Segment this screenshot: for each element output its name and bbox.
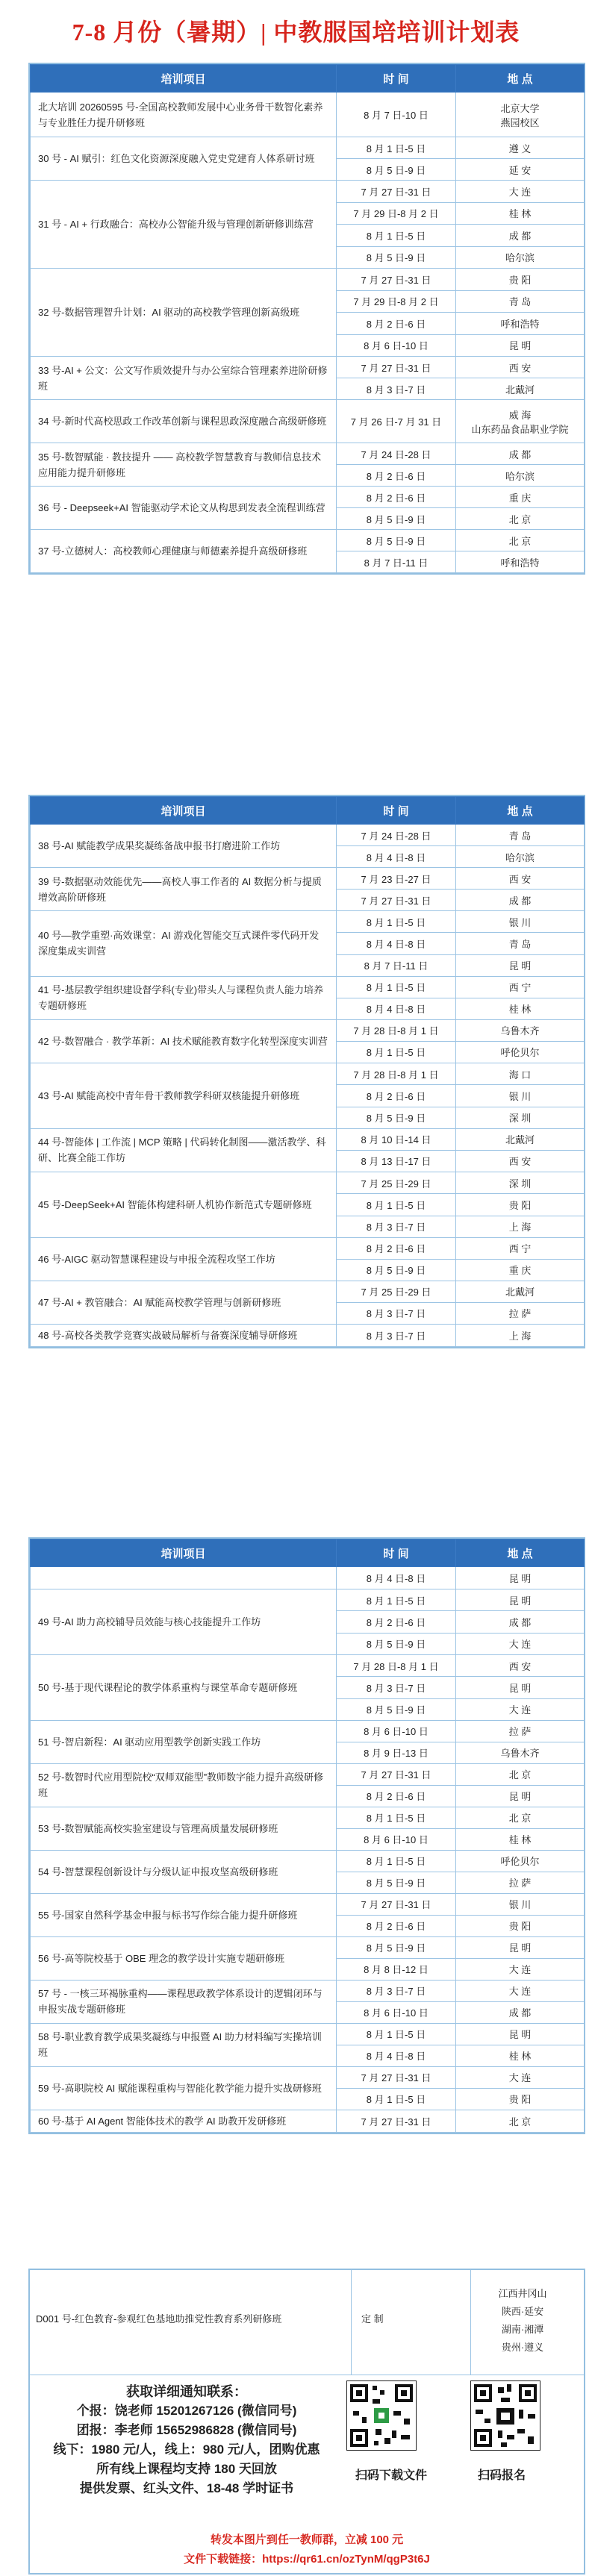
project-title: 34 号-新时代高校思政工作改革创新与课程思政深度融合高级研修班 — [31, 400, 337, 443]
session-place: 银 川 — [456, 1893, 585, 1915]
session-time: 7 月 27 日-31 日 — [337, 181, 456, 203]
page-title: 7-8 月份（暑期）| 中教服国培培训计划表 — [72, 19, 520, 46]
session-place: 西 安 — [456, 868, 585, 890]
session-time: 8 月 5 日-9 日 — [337, 530, 456, 551]
session-time: 8 月 4 日-8 日 — [337, 846, 456, 868]
session-time: 8 月 5 日-9 日 — [337, 1698, 456, 1720]
session-time: 8 月 5 日-9 日 — [337, 1107, 456, 1128]
session-time: 8 月 6 日-10 日 — [337, 1720, 456, 1742]
place-item: 江西井冈山 — [498, 2288, 547, 2299]
session-place: 呼伦贝尔 — [456, 1850, 585, 1872]
session-time: 8 月 2 日-6 日 — [337, 1237, 456, 1259]
project-title: 31 号 - AI + 行政融合：高校办公智能升级与管理创新研修训练营 — [31, 181, 337, 269]
table-row — [31, 1720, 585, 1742]
session-place: 桂 林 — [456, 2045, 585, 2066]
column-header-project: 培训项目 — [31, 797, 337, 825]
contact-panel — [28, 2269, 585, 2575]
project-title: 47 号-AI + 教管融合：AI 赋能高校教学管理与创新研修班 — [31, 1281, 337, 1324]
schedule-table — [30, 64, 585, 573]
contact-info — [30, 2382, 343, 2498]
custom-project-title: D001 号-红色教育-参观红色基地助推党性教育系列研修班 — [36, 2313, 282, 2325]
session-time: 8 月 4 日-8 日 — [337, 998, 456, 1019]
session-place: 重 庆 — [456, 487, 585, 508]
table-row — [31, 269, 585, 291]
project-title: 37 号-立德树人：高校教师心理健康与师德素养提升高级研修班 — [31, 530, 337, 573]
column-header-time: 时 间 — [337, 65, 456, 93]
session-time: 8 月 5 日-9 日 — [337, 246, 456, 269]
session-place: 昆 明 — [456, 1785, 585, 1807]
session-time: 8 月 10 日-14 日 — [337, 1128, 456, 1150]
session-time: 7 月 29 日-8 月 2 日 — [337, 290, 456, 313]
session-place: 昆 明 — [456, 334, 585, 357]
contact-line: 个报：饶老师 15201267126 (微信同号) — [76, 2404, 297, 2418]
session-time: 7 月 28 日-8 月 1 日 — [337, 1654, 456, 1676]
session-time: 7 月 27 日-31 日 — [337, 890, 456, 911]
table-row — [31, 2023, 585, 2045]
session-place: 重 庆 — [456, 1259, 585, 1281]
session-place: 上 海 — [456, 1324, 585, 1346]
column-header-place: 地 点 — [456, 65, 585, 93]
session-time: 7 月 27 日-31 日 — [337, 2066, 456, 2088]
project-title: 56 号-高等院校基于 OBE 理念的教学设计实施专题研修班 — [31, 1936, 337, 1980]
session-place: 哈尔滨 — [456, 246, 585, 269]
project-title — [31, 1567, 337, 1589]
session-time: 8 月 13 日-17 日 — [337, 1150, 456, 1172]
session-time: 8 月 3 日-7 日 — [337, 1324, 456, 1346]
place-line: 山东药品食品职业学院 — [471, 423, 569, 435]
session-place: 成 都 — [456, 2001, 585, 2023]
session-time: 8 月 1 日-5 日 — [337, 1194, 456, 1216]
session-time: 8 月 2 日-6 日 — [337, 1915, 456, 1936]
session-time: 7 月 25 日-29 日 — [337, 1281, 456, 1302]
session-place: 呼伦贝尔 — [456, 1041, 585, 1063]
session-time: 8 月 1 日-5 日 — [337, 911, 456, 933]
session-time: 8 月 3 日-7 日 — [337, 378, 456, 400]
table-row — [31, 2110, 585, 2132]
header-row — [31, 1539, 585, 1567]
download-qr-label: 扫码下载文件 — [355, 2469, 428, 2482]
project-title: 53 号-数智赋能高校实验室建设与管理高质量发展研修班 — [31, 1807, 337, 1850]
table-row — [31, 137, 585, 159]
session-place: 大 连 — [456, 1698, 585, 1720]
session-place: 遵 义 — [456, 137, 585, 159]
session-time: 8 月 3 日-7 日 — [337, 1216, 456, 1237]
table-row — [31, 1567, 585, 1589]
session-place: 北 京 — [456, 508, 585, 530]
session-time: 8 月 3 日-7 日 — [337, 1677, 456, 1698]
session-time: 7 月 27 日-31 日 — [337, 1893, 456, 1915]
session-time: 8 月 3 日-7 日 — [337, 1980, 456, 2001]
contact-line: 线下：1980 元/人，线上：980 元/人，团购优惠 — [53, 2442, 320, 2457]
session-place: 西 安 — [456, 357, 585, 378]
table-row — [31, 825, 585, 846]
project-title: 55 号-国家自然科学基金申报与标书写作综合能力提升研修班 — [31, 1893, 337, 1936]
session-place: 海 口 — [456, 1063, 585, 1084]
place-item: 贵州·遵义 — [501, 2342, 544, 2353]
session-place: 昆 明 — [456, 1567, 585, 1589]
table-row — [31, 357, 585, 378]
table-row — [31, 1980, 585, 2001]
session-time: 7 月 28 日-8 月 1 日 — [337, 1063, 456, 1084]
project-title: 60 号-基于 AI Agent 智能体技术的教学 AI 助教开发研修班 — [31, 2110, 337, 2132]
session-time: 8 月 2 日-6 日 — [337, 465, 456, 487]
session-time: 8 月 4 日-8 日 — [337, 2045, 456, 2066]
session-time: 7 月 27 日-31 日 — [337, 2110, 456, 2132]
session-place: 拉 萨 — [456, 1302, 585, 1324]
table-row — [31, 93, 585, 137]
schedule-panel-3 — [28, 1537, 585, 2134]
session-time: 8 月 6 日-10 日 — [337, 1828, 456, 1850]
contact-heading: 获取详细通知联系： — [126, 2384, 247, 2399]
session-time: 8 月 5 日-9 日 — [337, 1872, 456, 1893]
table-row — [31, 868, 585, 890]
table-row — [31, 1281, 585, 1302]
download-qr-code-icon[interactable] — [346, 2380, 417, 2451]
session-time: 8 月 1 日-5 日 — [337, 137, 456, 159]
custom-project-time: 定 制 — [361, 2313, 384, 2325]
place-line: 威 海 — [508, 409, 532, 421]
divider — [351, 2270, 352, 2375]
session-place: 贵 阳 — [456, 1915, 585, 1936]
place-item: 陕西·延安 — [501, 2306, 544, 2317]
session-place: 哈尔滨 — [456, 465, 585, 487]
column-header-time: 时 间 — [337, 797, 456, 825]
project-title: 52 号-数智时代应用型院校“双师双能型”教师数字能力提升高级研修班 — [31, 1763, 337, 1807]
session-place: 昆 明 — [456, 2023, 585, 2045]
session-time: 8 月 7 日-10 日 — [337, 93, 456, 137]
table-row — [31, 181, 585, 203]
custom-project-row — [30, 2270, 584, 2375]
session-place: 北戴河 — [456, 1281, 585, 1302]
session-time: 8 月 4 日-8 日 — [337, 933, 456, 954]
session-time: 8 月 2 日-6 日 — [337, 1785, 456, 1807]
session-place: 桂 林 — [456, 998, 585, 1019]
session-time: 7 月 25 日-29 日 — [337, 1172, 456, 1193]
table-row — [31, 1019, 585, 1041]
session-time: 8 月 5 日-9 日 — [337, 508, 456, 530]
project-title: 46 号-AIGC 驱动智慧课程建设与申报全流程攻坚工作坊 — [31, 1237, 337, 1281]
table-row — [31, 1850, 585, 1872]
session-time: 8 月 9 日-13 日 — [337, 1742, 456, 1763]
session-place: 乌鲁木齐 — [456, 1019, 585, 1041]
place-item: 湖南·湘潭 — [501, 2324, 544, 2335]
table-row — [31, 1172, 585, 1193]
table-row — [31, 443, 585, 465]
session-place: 延 安 — [456, 159, 585, 181]
session-place: 青 岛 — [456, 290, 585, 313]
project-title: 北大培训 20260595 号-全国高校教师发展中心业务骨干数智化素养 与专业胜任力提升研修班 — [31, 93, 337, 137]
session-place: 大 连 — [456, 1633, 585, 1654]
session-time: 7 月 24 日-28 日 — [337, 825, 456, 846]
session-place: 大 连 — [456, 181, 585, 203]
schedule-table — [30, 1539, 585, 2133]
column-header-place: 地 点 — [456, 1539, 585, 1567]
project-title: 54 号-智慧课程创新设计与分级认证申报攻坚高级研修班 — [31, 1850, 337, 1893]
schedule-panel-1 — [28, 63, 585, 575]
register-qr-label: 扫码报名 — [478, 2469, 526, 2482]
session-place — [456, 93, 585, 137]
table-row — [31, 1128, 585, 1150]
divider — [470, 2270, 471, 2375]
session-place: 西 安 — [456, 1150, 585, 1172]
header-row — [31, 65, 585, 93]
table-row — [31, 911, 585, 933]
session-time: 8 月 1 日-5 日 — [337, 1807, 456, 1828]
session-time: 7 月 29 日-8 月 2 日 — [337, 202, 456, 225]
table-row — [31, 1654, 585, 1676]
project-title: 33 号-AI + 公文：公文写作质效提升与办公室综合管理素养进阶研修班 — [31, 357, 337, 400]
column-header-project: 培训项目 — [31, 1539, 337, 1567]
session-time: 8 月 1 日-5 日 — [337, 1589, 456, 1611]
session-place: 桂 林 — [456, 1828, 585, 1850]
session-time: 8 月 5 日-9 日 — [337, 1936, 456, 1958]
session-time: 8 月 6 日-10 日 — [337, 2001, 456, 2023]
place-line: 燕园校区 — [500, 116, 540, 128]
contact-line: 团报：李老师 15652986828 (微信同号) — [76, 2423, 297, 2437]
share-discount-note: 转发本图片到任一教师群，立减 100 元 — [210, 2533, 404, 2546]
session-time: 8 月 2 日-6 日 — [337, 487, 456, 508]
table-row — [31, 1589, 585, 1611]
project-title: 38 号-AI 赋能教学成果奖凝练备战申报书打磨进阶工作坊 — [31, 825, 337, 868]
project-title: 42 号-数智融合 · 教学革新：AI 技术赋能教育数字化转型深度实训营 — [31, 1019, 337, 1063]
column-header-place: 地 点 — [456, 797, 585, 825]
session-place: 青 岛 — [456, 825, 585, 846]
session-place: 贵 阳 — [456, 269, 585, 291]
session-time: 7 月 24 日-28 日 — [337, 443, 456, 465]
session-time: 7 月 28 日-8 月 1 日 — [337, 1019, 456, 1041]
session-time: 7 月 23 日-27 日 — [337, 868, 456, 890]
session-place: 成 都 — [456, 443, 585, 465]
register-qr-code-icon[interactable] — [470, 2380, 540, 2451]
session-place: 呼和浩特 — [456, 313, 585, 335]
session-time: 8 月 5 日-9 日 — [337, 1259, 456, 1281]
table-row — [31, 1936, 585, 1958]
table-row — [31, 1063, 585, 1084]
session-time: 8 月 1 日-5 日 — [337, 225, 456, 247]
project-title: 40 号—教学重塑·高效课堂：AI 游戏化智能交互式课件零代码开发深度集成实训营 — [31, 911, 337, 977]
project-title: 57 号 - 一核三环褐脉重构——课程思政教学体系设计的逻辑闭环与申报实战专题研修班 — [31, 1980, 337, 2023]
session-time: 8 月 1 日-5 日 — [337, 1850, 456, 1872]
session-time: 8 月 8 日-12 日 — [337, 1958, 456, 1980]
session-place: 银 川 — [456, 1085, 585, 1107]
session-place: 北 京 — [456, 2110, 585, 2132]
session-place: 大 连 — [456, 1958, 585, 1980]
session-time: 8 月 6 日-10 日 — [337, 334, 456, 357]
contact-line: 所有线上课程均支持 180 天回放 — [96, 2462, 277, 2476]
session-place: 北戴河 — [456, 378, 585, 400]
project-title: 45 号-DeepSeek+AI 智能体构建科研人机协作新范式专题研修班 — [31, 1172, 337, 1237]
session-time: 8 月 4 日-8 日 — [337, 1567, 456, 1589]
session-place: 拉 萨 — [456, 1872, 585, 1893]
session-place: 西 宁 — [456, 1237, 585, 1259]
table-row — [31, 976, 585, 998]
session-place: 深 圳 — [456, 1172, 585, 1193]
project-title: 30 号 - AI 赋引：红色文化资源深度融入党史党建育人体系研讨班 — [31, 137, 337, 181]
session-time: 8 月 1 日-5 日 — [337, 2023, 456, 2045]
session-place: 乌鲁木齐 — [456, 1742, 585, 1763]
session-place: 北 京 — [456, 530, 585, 551]
project-title: 32 号-数据管理智升计划：AI 驱动的高校教学管理创新高级班 — [31, 269, 337, 357]
session-time: 7 月 27 日-31 日 — [337, 1763, 456, 1785]
session-place: 昆 明 — [456, 954, 585, 976]
project-title: 35 号-数智赋能 · 教技提升 —— 高校教学智慧教育与教师信息技术应用能力提升研修班 — [31, 443, 337, 487]
session-place — [456, 400, 585, 443]
download-link[interactable]: 文件下载链接：https://qr61.cn/ozTynM/qgP3t6J — [184, 2553, 430, 2566]
project-title: 36 号 - Deepseek+AI 智能驱动学术论文从构思到发表全流程训练营 — [31, 487, 337, 530]
table-row — [31, 400, 585, 443]
header-row — [31, 797, 585, 825]
session-place: 桂 林 — [456, 202, 585, 225]
session-place: 贵 阳 — [456, 1194, 585, 1216]
table-row — [31, 1324, 585, 1346]
session-time: 8 月 2 日-6 日 — [337, 313, 456, 335]
session-place: 昆 明 — [456, 1936, 585, 1958]
session-time: 8 月 2 日-6 日 — [337, 1085, 456, 1107]
session-place: 大 连 — [456, 2066, 585, 2088]
session-time: 8 月 5 日-9 日 — [337, 159, 456, 181]
session-time: 7 月 27 日-31 日 — [337, 269, 456, 291]
session-place: 拉 萨 — [456, 1720, 585, 1742]
table-row — [31, 1893, 585, 1915]
contact-line: 提供发票、红头文件、18-48 学时证书 — [79, 2481, 294, 2495]
session-place: 成 都 — [456, 1611, 585, 1633]
table-row — [31, 487, 585, 508]
session-time: 8 月 5 日-9 日 — [337, 1633, 456, 1654]
session-time: 8 月 7 日-11 日 — [337, 954, 456, 976]
session-place: 成 都 — [456, 225, 585, 247]
session-time: 7 月 27 日-31 日 — [337, 357, 456, 378]
session-place: 西 宁 — [456, 976, 585, 998]
session-place: 昆 明 — [456, 1589, 585, 1611]
session-place: 青 岛 — [456, 933, 585, 954]
place-line: 北京大学 — [500, 102, 540, 114]
project-title: 50 号-基于现代课程论的教学体系重构与课堂革命专题研修班 — [31, 1654, 337, 1720]
session-place: 呼和浩特 — [456, 551, 585, 573]
session-time: 8 月 2 日-6 日 — [337, 1611, 456, 1633]
session-time: 8 月 1 日-5 日 — [337, 976, 456, 998]
custom-project-places — [478, 2285, 567, 2357]
session-place: 上 海 — [456, 1216, 585, 1237]
session-place: 成 都 — [456, 890, 585, 911]
project-title: 49 号-AI 助力高校辅导员效能与核心技能提升工作坊 — [31, 1589, 337, 1655]
session-time: 8 月 3 日-7 日 — [337, 1302, 456, 1324]
project-title: 48 号-高校各类教学竞赛实战破局解析与备赛深度辅导研修班 — [31, 1324, 337, 1346]
session-time: 8 月 1 日-5 日 — [337, 1041, 456, 1063]
session-place: 大 连 — [456, 1980, 585, 2001]
session-time: 8 月 1 日-5 日 — [337, 2088, 456, 2110]
table-row — [31, 2066, 585, 2088]
session-time: 7 月 26 日-7 月 31 日 — [337, 400, 456, 443]
table-row — [31, 1763, 585, 1785]
session-place: 哈尔滨 — [456, 846, 585, 868]
project-title: 59 号-高职院校 AI 赋能课程重构与智能化教学能力提升实战研修班 — [31, 2066, 337, 2110]
project-title: 44 号-智能体 | 工作流 | MCP 策略 | 代码转化制图——激活教学、科研、比赛全能工作坊 — [31, 1128, 337, 1172]
session-place: 深 圳 — [456, 1107, 585, 1128]
project-title: 43 号-AI 赋能高校中青年骨干教师教学科研双核能提升研修班 — [31, 1063, 337, 1128]
session-place: 北 京 — [456, 1807, 585, 1828]
session-place: 北戴河 — [456, 1128, 585, 1150]
schedule-table — [30, 796, 585, 1347]
session-time: 8 月 7 日-11 日 — [337, 551, 456, 573]
project-title: 39 号-数据驱动效能优先——高校人事工作者的 AI 数据分析与提质增效高阶研修班 — [31, 868, 337, 911]
session-place: 银 川 — [456, 911, 585, 933]
session-place: 昆 明 — [456, 1677, 585, 1698]
table-row — [31, 1807, 585, 1828]
schedule-panel-2 — [28, 795, 585, 1348]
project-title: 41 号-基层教学组织建设督学科(专业)带头人与课程负责人能力培养专题研修班 — [31, 976, 337, 1019]
table-row — [31, 530, 585, 551]
column-header-project: 培训项目 — [31, 65, 337, 93]
session-place: 西 安 — [456, 1654, 585, 1676]
table-row — [31, 1237, 585, 1259]
session-place: 北 京 — [456, 1763, 585, 1785]
column-header-time: 时 间 — [337, 1539, 456, 1567]
session-place: 贵 阳 — [456, 2088, 585, 2110]
project-title: 58 号-职业教育教学成果奖凝练与申报暨 AI 助力材料编写实操培训班 — [31, 2023, 337, 2066]
project-title: 51 号-智启新程：AI 驱动应用型教学创新实践工作坊 — [31, 1720, 337, 1763]
